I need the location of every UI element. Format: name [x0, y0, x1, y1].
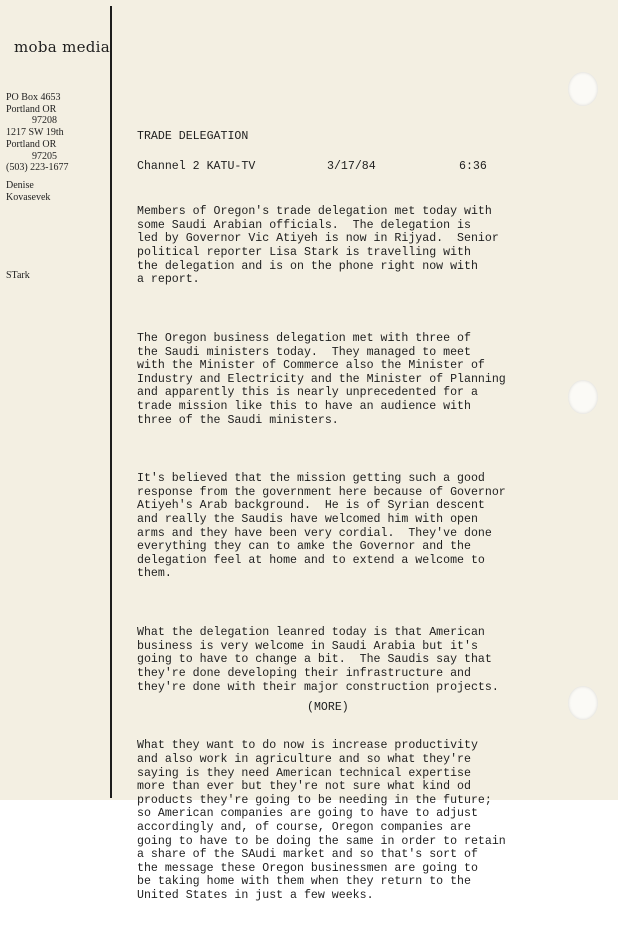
address-line: 1217 SW 19th [6, 127, 64, 139]
contact-first-name: Denise [6, 180, 34, 191]
brand-name: moba media [14, 38, 111, 56]
more-marker: (MORE) [307, 701, 349, 714]
address-line: 97205 [32, 150, 57, 162]
paragraph: Members of Oregon's trade delegation met today with some Saudi Arabian officials. The delegation is led by Governor Vic Atiyeh is now in Rijyad. Senior political reporter Lisa Stark is travelling with the delegation and is on the phone right now with a report. [137, 205, 499, 287]
transcript-body [137, 178, 557, 948]
address-block [6, 92, 69, 174]
address-line: PO Box 4653 [6, 92, 61, 103]
punch-hole [568, 72, 598, 106]
contact-name [6, 180, 50, 203]
broadcast-meta [137, 160, 537, 176]
station-label: Channel 2 KATU-TV [137, 160, 256, 173]
punch-hole [568, 686, 598, 720]
segment-duration: 6:36 [459, 160, 487, 173]
address-line: 97208 [32, 115, 57, 127]
story-slug: TRADE DELEGATION [137, 130, 249, 143]
paragraph: It's believed that the mission getting such a good response from the government here because of Governor Atiyeh's Arab background. He is of Syrian descent and really the Saudis have welcomed him with open arms and they have been very cordial. They've done everything they can to amke the Governor and the delegation feel at home and to extend a welcome to them. [137, 472, 506, 581]
contact-last-name: Kovasevek [6, 191, 51, 203]
punch-hole [568, 380, 598, 414]
address-line: Portland OR [6, 138, 57, 150]
margin-rule [110, 6, 112, 798]
paragraph: What they want to do now is increase productivity and also work in agriculture and so what they're saying is they need American technical expertise more than ever but they're not sure what kind od products they're going to be needing in the future; so American companies are going to have to adjust accordingly and, of course, Oregon companies are going to have to be doing the same in order to retain a share of the SAudi market and so that's sort of the message these Oregon businessmen are going to be taking home with them when they return to the United States in just a few weeks. [137, 739, 506, 902]
paragraph: What the delegation leanred today is that American business is very welcome in Saudi Arabia but it's going to have to change a bit. The Saudis say that they're done developing their infrastructure and they're done with their major construction projects. [137, 626, 499, 694]
paragraph: The Oregon business delegation met with three of the Saudi ministers today. They managed to meet with the Minister of Commerce also the Minister of Industry and Electricity and the Minister of Planning and apparently this is nearly unprecedented for a trade mission like this to have an audience with three of the Saudi ministers. [137, 331, 506, 427]
phone-number: (503) 223-1677 [6, 162, 69, 174]
address-line: Portland OR [6, 103, 57, 115]
broadcast-date: 3/17/84 [327, 160, 376, 173]
speaker-label: STark [6, 270, 30, 281]
